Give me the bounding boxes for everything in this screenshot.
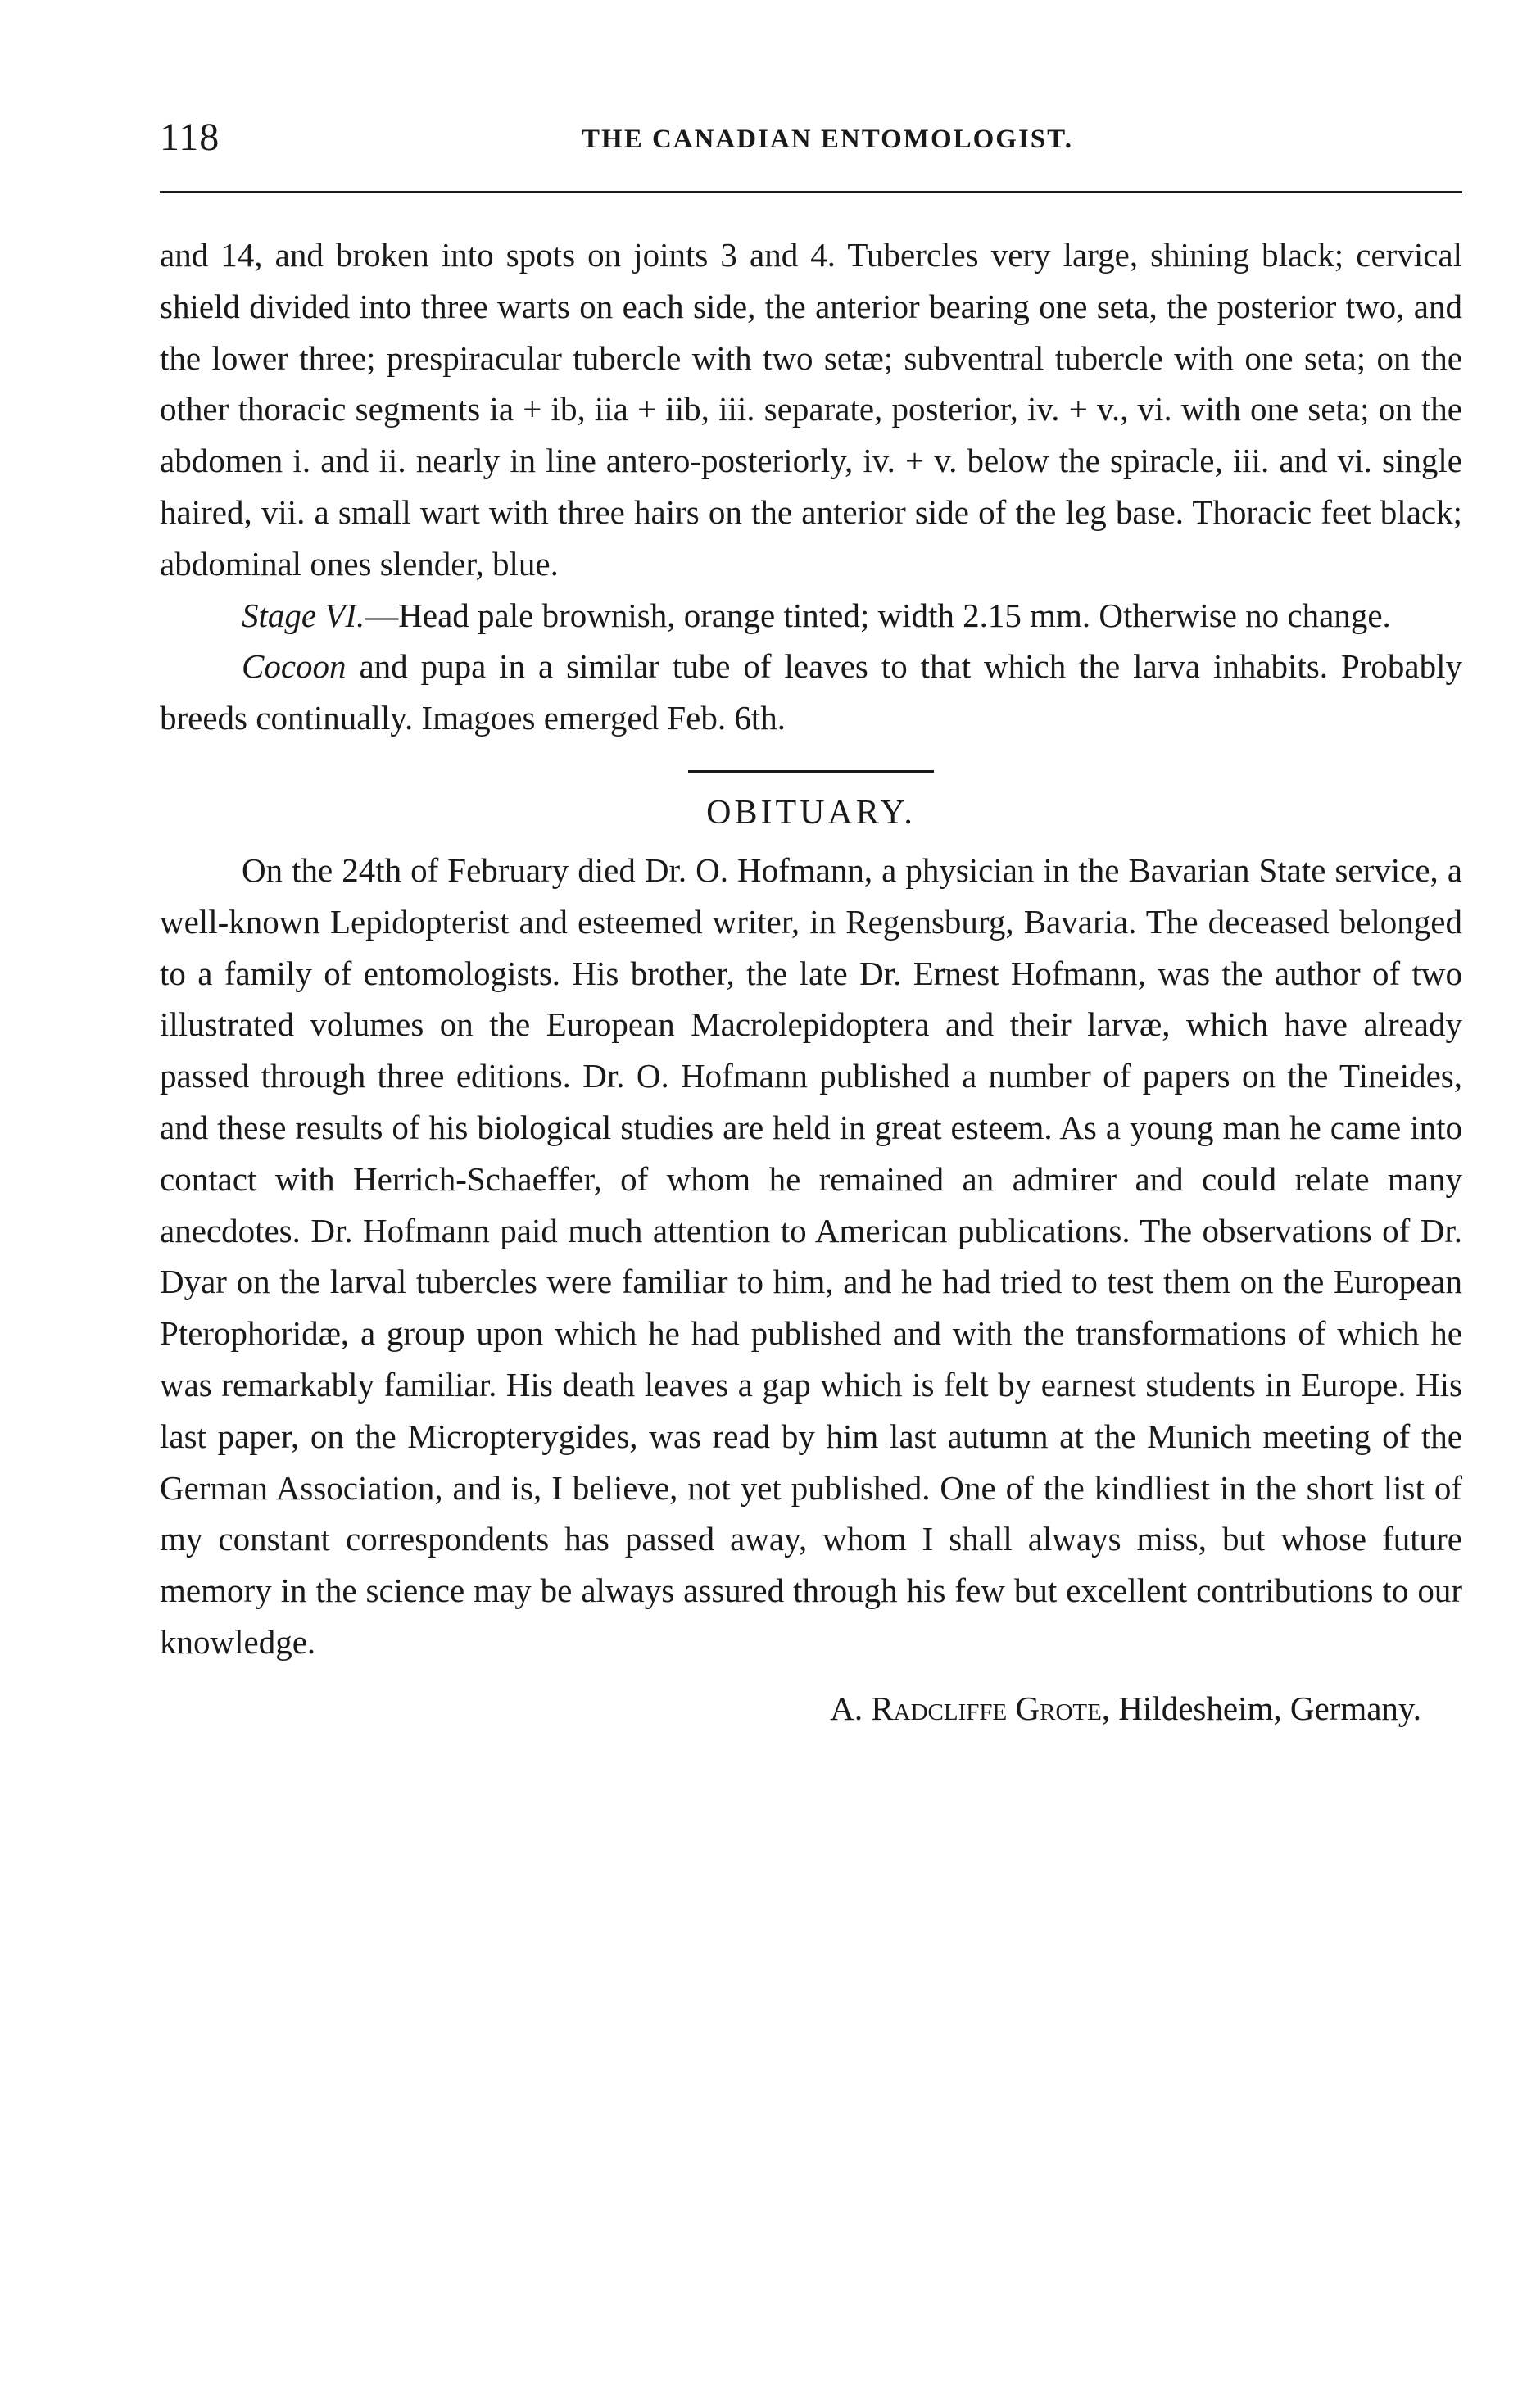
stage-label: Stage VI. [242,596,365,634]
body-text [160,229,1462,1735]
stage-text: —Head pale brownish, orange tinted; width 2.15 mm. Otherwise no change. [365,596,1391,634]
continued-paragraph: and 14, and broken into spots on joints 3 and 4. Tubercles very large, shining black; cervical shield divided into three warts on each side, the anterior bearing one seta, the posterior two, and the lower three; prespiracular tubercle with two setæ; subventral tubercle with one seta; on the other thoracic segments ia + ib, iia + iib, iii. separate, posterior, iv. + v., vi. with one seta; on the abdomen i. and ii. nearly in line antero-posteriorly, iv. + v. below the spiracle, iii. and vi. single haired, vii. a small wart with three hairs on the anterior side of the leg base. Thoracic feet black; abdominal ones slender, blue. [160,236,1462,583]
stage-paragraph [160,590,1462,642]
obituary-paragraph: On the 24th of February died Dr. O. Hofmann, a physician in the Bavarian State service, a well-known Lepidopterist and esteemed writer, in Regensburg, Bavaria. The deceased belonged to a family of entomologists. His brother, the late Dr. Ernest Hofmann, was the author of two illustrated volumes on the European Macrolepidoptera and their larvæ, which have already passed through three editions. Dr. O. Hofmann published a number of papers on the Tineides, and these results of his biological studies are held in great esteem. As a young man he came into contact with Herrich-Schaeffer, of whom he remained an admirer and could relate many anecdotes. Dr. Hofmann paid much attention to American publications. The observations of Dr. Dyar on the larval tubercles were familiar to him, and he had tried to test them on the European Pterophoridæ, a group upon which he had published and with the transformations of which he was remarkably familiar. His death leaves a gap which is felt by earnest students in Europe. His last paper, on the Micropterygides, was read by him last autumn at the Munich meeting of the German Association, and is, I believe, not yet published. One of the kindliest in the short list of my constant correspondents has passed away, whom I shall always miss, but whose future memory in the science may be always assured through his few but excellent contributions to our knowledge. [160,850,1462,1661]
cocoon-label: Cocoon [242,647,347,686]
running-title: THE CANADIAN ENTOMOLOGIST. [582,125,1073,154]
signature [160,1683,1462,1735]
cocoon-paragraph [160,641,1462,744]
header-rule [160,191,1462,193]
signature-place: , Hildesheim, Germany. [1101,1689,1421,1727]
page-number: 118 [160,116,220,159]
page-header [160,115,1462,172]
obituary-title: OBITUARY. [706,793,916,832]
page [160,115,1462,1727]
signature-name: A. Radcliffe Grote [830,1689,1102,1727]
section-divider [688,770,934,773]
cocoon-text: and pupa in a similar tube of leaves to that which the larva inhabits. Probably breeds continually. Imagoes emerged Feb. 6th. [160,647,1462,737]
